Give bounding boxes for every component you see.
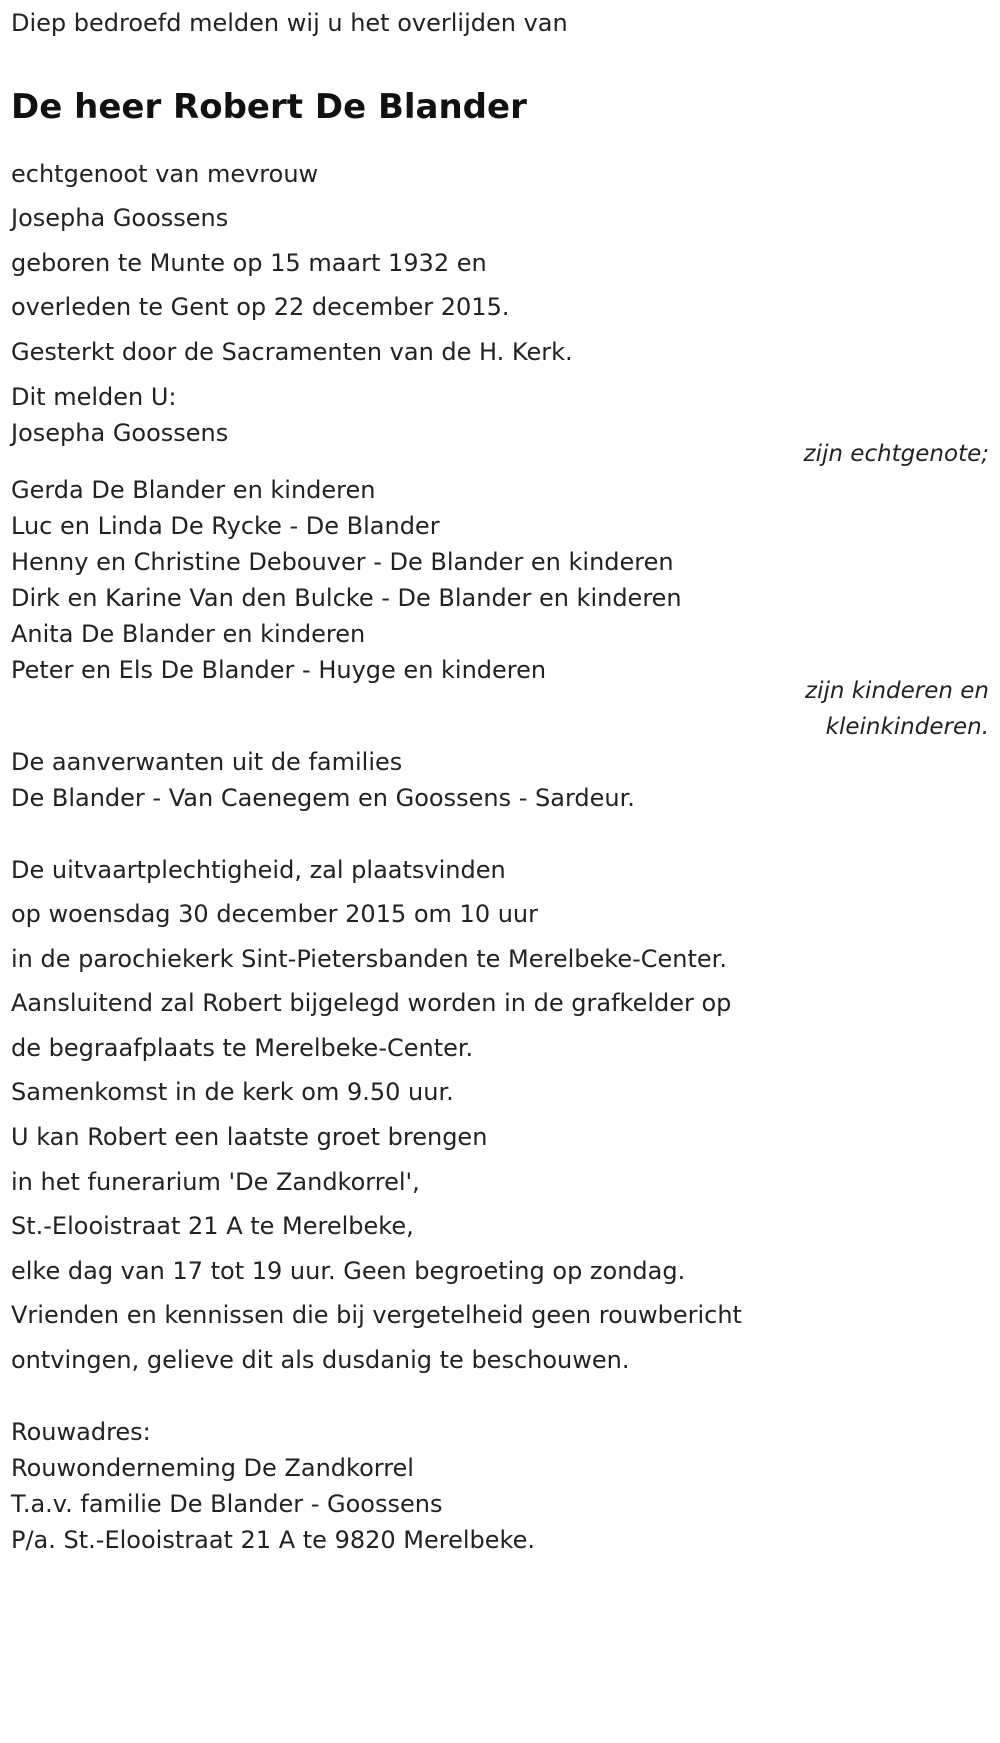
address-label: Rouwadres: (11, 1418, 151, 1446)
detail-line: Gesterkt door de Sacramenten van de H. Kerk. (11, 338, 573, 366)
address-line: Rouwonderneming De Zandkorrel (11, 1454, 414, 1482)
funeral-line: Aansluitend zal Robert bijgelegd worden in de grafkelder op (11, 989, 732, 1017)
detail-line: echtgenoot van mevrouw (11, 160, 319, 188)
funeral-line: St.-Elooistraat 21 A te Merelbeke, (11, 1212, 414, 1240)
detail-line: overleden te Gent op 22 december 2015. (11, 293, 510, 321)
deceased-name-heading: De heer Robert De Blander (11, 87, 527, 127)
funeral-line: Vrienden en kennissen die bij vergetelheid geen rouwbericht (11, 1301, 742, 1329)
funeral-line: in de parochiekerk Sint-Pietersbanden te Merelbeke-Center. (11, 945, 727, 973)
funeral-line: De uitvaartplechtigheid, zal plaatsvinden (11, 856, 506, 884)
spouse-role: zijn echtgenote; (803, 441, 989, 467)
funeral-line: ontvingen, gelieve dit als dusdanig te beschouwen. (11, 1346, 630, 1374)
detail-line: Josepha Goossens (11, 204, 229, 232)
address-line: T.a.v. familie De Blander - Goossens (11, 1490, 443, 1518)
address-line: P/a. St.-Elooistraat 21 A te 9820 Merelbeke. (11, 1526, 535, 1554)
spouse-name: Josepha Goossens (11, 419, 229, 447)
announcers-label: Dit melden U: (11, 383, 177, 411)
relatives-line: De aanverwanten uit de families (11, 748, 403, 776)
funeral-line: in het funerarium 'De Zandkorrel', (11, 1168, 420, 1196)
children-role-line-1: zijn kinderen en (805, 678, 989, 704)
funeral-line: op woensdag 30 december 2015 om 10 uur (11, 900, 539, 928)
child-line: Anita De Blander en kinderen (11, 620, 366, 648)
child-line: Peter en Els De Blander - Huyge en kinderen (11, 656, 547, 684)
funeral-line: U kan Robert een laatste groet brengen (11, 1123, 488, 1151)
relatives-line: De Blander - Van Caenegem en Goossens - Sardeur. (11, 784, 635, 812)
child-line: Dirk en Karine Van den Bulcke - De Blander en kinderen (11, 584, 682, 612)
funeral-line: Samenkomst in de kerk om 9.50 uur. (11, 1078, 454, 1106)
child-line: Gerda De Blander en kinderen (11, 476, 376, 504)
funeral-line: de begraafplaats te Merelbeke-Center. (11, 1034, 474, 1062)
funeral-line: elke dag van 17 tot 19 uur. Geen begroeting op zondag. (11, 1257, 686, 1285)
child-line: Luc en Linda De Rycke - De Blander (11, 512, 440, 540)
child-line: Henny en Christine Debouver - De Blander en kinderen (11, 548, 674, 576)
children-role-line-2: kleinkinderen. (825, 714, 989, 740)
detail-line: geboren te Munte op 15 maart 1932 en (11, 249, 487, 277)
intro-text: Diep bedroefd melden wij u het overlijden van (11, 9, 568, 37)
